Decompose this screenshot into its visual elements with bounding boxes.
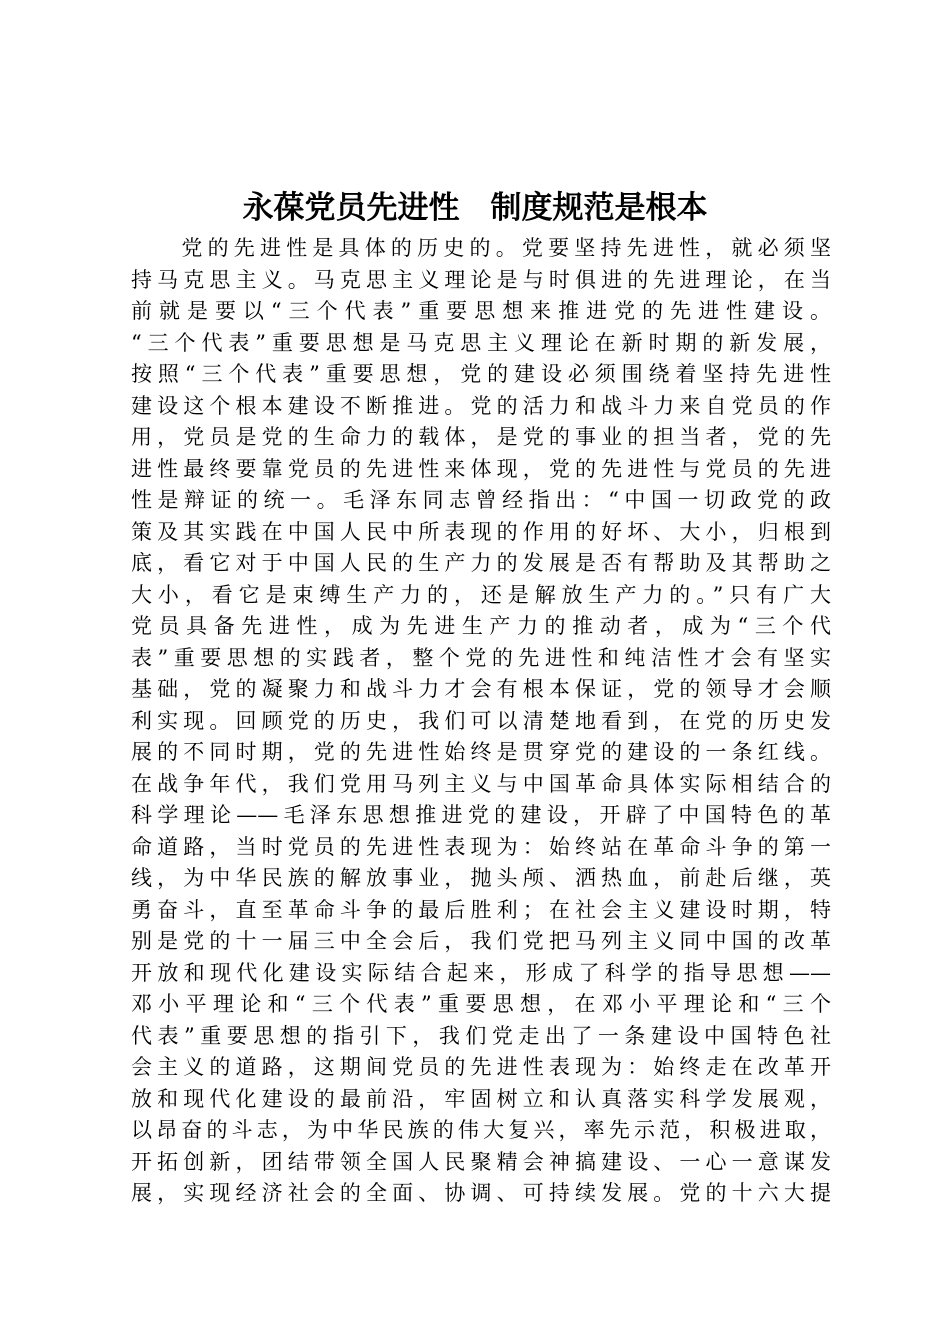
body-line: 放和现代化建设的最前沿，牢固树立和认真落实科学发展观，	[131, 1086, 831, 1111]
document-body	[131, 233, 831, 1210]
body-line: 按照“三个代表”重要思想，党的建设必须围绕着坚持先进性	[131, 362, 831, 386]
body-line: 开放和现代化建设实际结合起来，形成了科学的指导思想——	[131, 960, 831, 985]
body-line: 别是党的十一届三中全会后，我们党把马列主义同中国的改革	[131, 929, 831, 953]
body-line: 党的先进性是具体的历史的。党要坚持先进性，就必须坚	[181, 236, 831, 260]
body-line: 命道路，当时党员的先进性表现为：始终站在革命斗争的第一	[131, 834, 831, 859]
body-line: 开拓创新，团结带领全国人民聚精会神搞建设、一心一意谋发	[131, 1149, 831, 1174]
body-line: 持马克思主义。马克思主义理论是与时俱进的先进理论，在当	[131, 267, 831, 292]
body-line: 前就是要以“三个代表”重要思想来推进党的先进性建设。	[131, 299, 831, 323]
body-line: 表”重要思想的实践者，整个党的先进性和纯洁性才会有坚实	[131, 645, 831, 670]
body-line: 代表”重要思想的指引下，我们党走出了一条建设中国特色社	[131, 1023, 831, 1048]
body-line: 建设这个根本建设不断推进。党的活力和战斗力来自党员的作	[131, 393, 831, 418]
body-line: 勇奋斗，直至革命斗争的最后胜利；在社会主义建设时期，特	[131, 897, 831, 922]
body-line: 会主义的道路，这期间党员的先进性表现为：始终走在改革开	[131, 1055, 831, 1079]
body-line: 展的不同时期，党的先进性始终是贯穿党的建设的一条红线。	[131, 740, 831, 764]
body-line: 进性最终要靠党员的先进性来体现，党的先进性与党员的先进	[131, 456, 831, 481]
body-line: 党员具备先进性，成为先进生产力的推动者，成为“三个代	[131, 614, 831, 638]
body-line: 以昂奋的斗志，为中华民族的伟大复兴，率先示范，积极进取，	[131, 1118, 831, 1142]
body-line: 用，党员是党的生命力的载体，是党的事业的担当者，党的先	[131, 425, 831, 449]
body-line: 策及其实践在中国人民中所表现的作用的好坏、大小，归根到	[131, 519, 831, 544]
body-line: “三个代表”重要思想是马克思主义理论在新时期的新发展，	[131, 330, 831, 355]
body-line: 线，为中华民族的解放事业，抛头颅、洒热血，前赴后继，英	[131, 866, 831, 890]
body-line: 性是辩证的统一。毛泽东同志曾经指出：“中国一切政党的政	[131, 488, 831, 512]
body-line: 基础，党的凝聚力和战斗力才会有根本保证，党的领导才会顺	[131, 677, 831, 701]
body-line: 邓小平理论和“三个代表”重要思想，在邓小平理论和“三个	[131, 992, 831, 1016]
body-line: 展，实现经济社会的全面、协调、可持续发展。党的十六大提	[131, 1181, 831, 1205]
body-line: 底，看它对于中国人民的生产力的发展是否有帮助及其帮助之	[131, 551, 831, 575]
body-line: 在战争年代，我们党用马列主义与中国革命具体实际相结合的	[131, 771, 831, 796]
body-line: 大小，看它是束缚生产力的，还是解放生产力的。”只有广大	[131, 582, 831, 607]
document-title: 永葆党员先进性 制度规范是根本	[242, 190, 708, 226]
body-line: 科学理论——毛泽东思想推进党的建设，开辟了中国特色的革	[131, 803, 831, 827]
body-line: 利实现。回顾党的历史，我们可以清楚地看到，在党的历史发	[131, 708, 831, 733]
